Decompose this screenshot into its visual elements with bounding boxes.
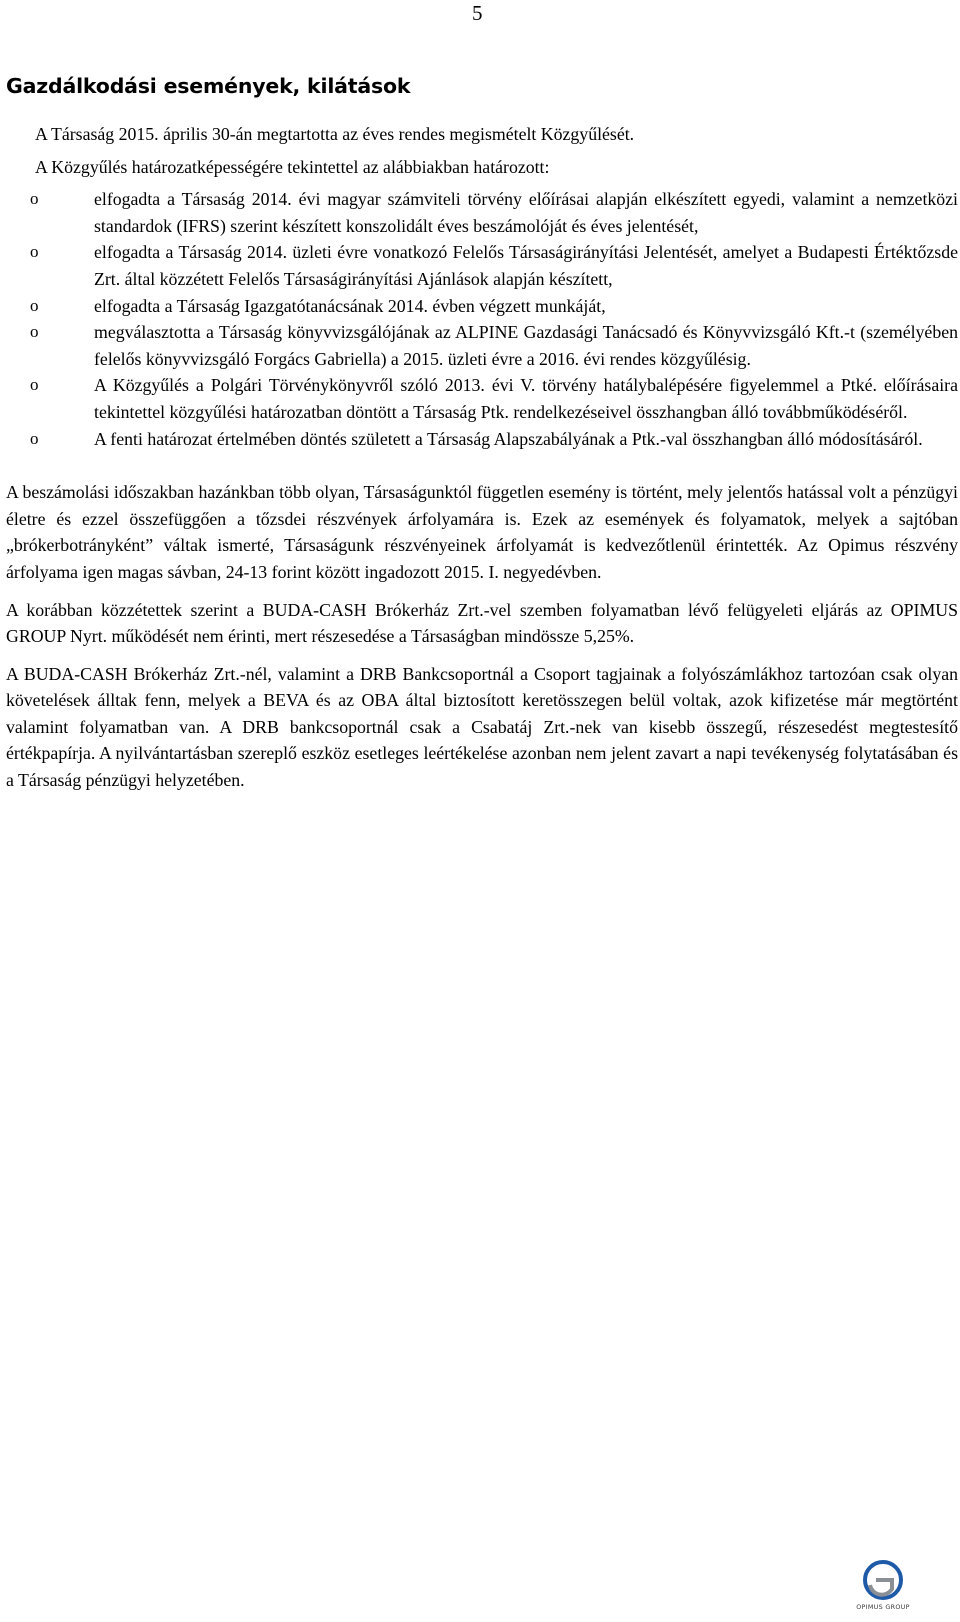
list-item-text: A fenti határozat értelmében döntés született a Társaság Alapszabályának a Ptk.-val összhangban álló módosításáról.: [94, 428, 923, 449]
intro-line: A Közgyűlés határozatképességére tekintettel az alábbiakban határozott:: [35, 156, 550, 177]
list-item: [6, 319, 958, 372]
bullet-icon: o: [30, 242, 39, 262]
document-body: [6, 121, 958, 805]
list-item-text: megválasztotta a Társaság könyvvizsgálójának az ALPINE Gazdasági Tanácsadó és Könyvvizsgáló Kft.-t (személyében felelős könyvvizsgáló Forgács Gabriella) a 2015. üzleti évre a 2016. évi rendes közgyűlésig.: [94, 322, 958, 369]
bullet-icon: o: [30, 295, 39, 315]
section-heading: Gazdálkodási események, kilátások: [6, 74, 411, 98]
bullet-icon: o: [30, 189, 39, 209]
list-item: [6, 239, 958, 292]
opimus-logo: [846, 1559, 920, 1617]
list-item: [6, 293, 958, 320]
intro-line: A Társaság 2015. április 30-án megtartotta az éves rendes megismételt Közgyűlését.: [35, 124, 635, 144]
paragraph: A korábban közzétettek szerint a BUDA-CASH Brókerház Zrt.-vel szemben folyamatban lévő felügyeleti eljárás az OPIMUS GROUP Nyrt. működését nem érinti, mert részesedése a Társaságban mindössze 5,25%.: [6, 599, 958, 647]
page-number: 5: [472, 1, 483, 25]
list-item-text: A Közgyűlés a Polgári Törvénykönyvről szóló 2013. évi V. törvény hatálybalépésére figyelemmel a Ptké. előírásaira tekintettel közgyűlési határozatban döntött a Társaság Ptk. rendelkezéseivel összhangban álló továbbműködéséről.: [94, 375, 958, 422]
bullet-icon: o: [30, 428, 39, 448]
list-item-text: elfogadta a Társaság 2014. üzleti évre vonatkozó Felelős Társaságirányítási Jelentését, amelyet a Budapesti Értéktőzsde Zrt. által közzétett Felelős Társaságirányítási Ajánlások alapján készített,: [94, 242, 958, 289]
bullet-icon: o: [30, 375, 39, 395]
logo-text: OPIMUS GROUP: [856, 1603, 910, 1611]
body-paragraphs: [6, 479, 958, 794]
paragraph: A BUDA-CASH Brókerház Zrt.-nél, valamint a DRB Bankcsoportnál a Csoport tagjainak a folyószámlákhoz tartozóan csak olyan követelések álltak fenn, melyek a BEVA és az OBA által biztosított keretösszegen belül voltak, azok kifizetése már megtörtént valamint folyamatban van. A DRB bankcsoportnál csak a Csabatáj Zrt.-nek van kisebb összegű, részesedést megtestesítő értékpapírja. A nyilvántartásban szereplő eszköz esetleges leértékelése azonban nem jelent zavart a napi tevékenység folytatásában és a Társaság pénzügyi helyzetében.: [6, 663, 958, 791]
bullet-icon: o: [30, 322, 39, 342]
list-item: [6, 426, 958, 453]
list-item: [6, 186, 958, 239]
list-item: [6, 372, 958, 425]
paragraph: A beszámolási időszakban hazánkban több olyan, Társaságunktól független esemény is történt, mely jelentős hatással volt a pénzügyi életre és ezzel összefüggően a tőzsdei részvények árfolyamára is. Ezek az események és folyamatok, melyek a sajtóban „brókerbotrányként” váltak ismerté, Társaságunk részvényeinek árfolyamát is kedvezőtlenül érintették. Az Opimus részvény árfolyama igen magas sávban, 24-13 forint között ingadozott 2015. I. negyedévben.: [6, 482, 958, 582]
opimus-logo-icon: [846, 1559, 920, 1603]
resolution-list: [6, 186, 958, 452]
list-item-text: elfogadta a Társaság 2014. évi magyar számviteli törvény előírásai alapján elkészített egyedi, valamint a nemzetközi standardok (IFRS) szerint készített konszolidált éves beszámolóját és éves jelentését,: [94, 189, 958, 236]
list-item-text: elfogadta a Társaság Igazgatótanácsának 2014. évben végzett munkáját,: [94, 295, 606, 316]
